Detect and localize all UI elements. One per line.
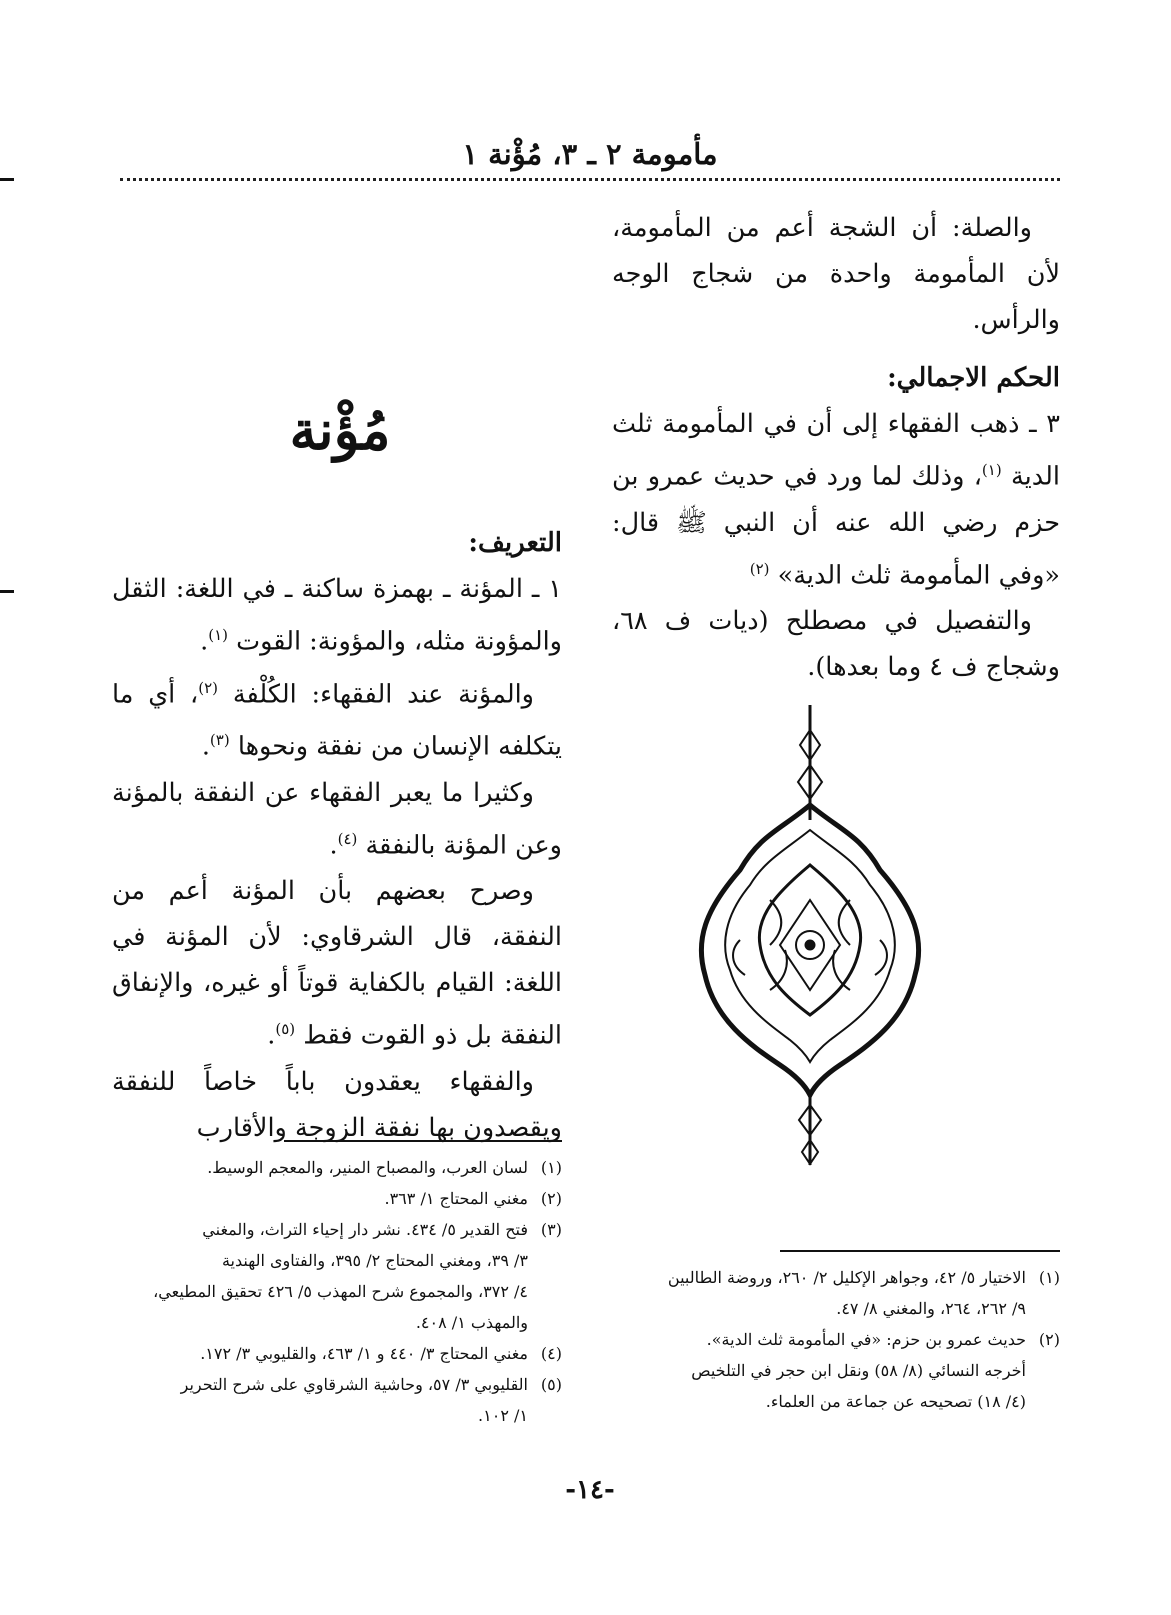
footnote-ref: (٣) <box>209 731 230 749</box>
footnote-ref: (٢) <box>198 678 219 697</box>
running-header <box>120 128 1060 180</box>
footnotes-right <box>602 1262 1060 1417</box>
paragraph-details: والتفصيل في مصطلح (ديات ف ٦٨، وشجاج ف ٤ وما بعدها). <box>612 606 1060 682</box>
decorative-ornament <box>690 700 930 1170</box>
footnote-item: (٣)فتح القدير ٥/ ٤٣٤. نشر دار إحياء التراث، والمغني ٣/ ٣٩، ومغني المحتاج ٢/ ٣٩٥، والفتاوى الهندية ٤/ ٣٧٢، والمجموع شرح المهذب ٥/ ٤٢٦ تحقيق المطيعي، والمهذب ١/ ٤٠٨. <box>153 1220 562 1332</box>
paragraph-usage: وكثيرا ما يعبر الفقهاء عن النفقة بالمؤنة وعن المؤنة بالنفقة $^{(٤)}$. <box>112 777 562 860</box>
paragraph-relation: والصلة: أن الشجة أعم من المأمومة، لأن المأمومة واحدة من شجاج الوجه والرأس. <box>612 213 1060 335</box>
footnote-rule-right <box>780 1250 1060 1252</box>
margin-mark-top <box>0 178 14 181</box>
left-column <box>112 520 562 1151</box>
page-number: -١٤- <box>565 1475 615 1505</box>
section-heading-ruling: الحكم الاجمالي: <box>887 363 1060 393</box>
footnote-ref: (٤) <box>337 829 358 848</box>
footnote-item: (٥)القليوبي ٣/ ٥٧، وحاشية الشرقاوي على شرح التحرير ١/ ١٠٢. <box>180 1375 562 1425</box>
footnote-ref: (٥) <box>275 1020 296 1038</box>
paragraph-chapter: والفقهاء يعقدون باباً خاصاً للنفقة ويقصدون بها نفقة الزوجة والأقارب <box>112 1066 562 1143</box>
footnote-ref: (١) <box>208 626 229 644</box>
footnote-item: (٢)حديث عمرو بن حزم: «في المأمومة ثلث الدية». أخرجه النسائي (٨/ ٥٨) ونقل ابن حجر في التلخيص (٤/ ١٨) تصحيحه عن جماعة من العلماء. <box>691 1330 1060 1411</box>
footnotes-left <box>100 1152 562 1431</box>
footnote-item: (١)لسان العرب، والمصباح المنير، والمعجم الوسيط. <box>207 1158 562 1177</box>
paragraph-ruling: ٣ ـ ذهب الفقهاء إلى أن في المأمومة ثلث الدية $^{(١)}$، وذلك لما ورد في حديث عمرو بن حزم رضي الله عنه أن النبي ﷺ قال: «وفي المأمومة ثلث الدية» $^{(٢)}$ <box>612 409 1060 590</box>
paragraph-linguistic-definition: ١ ـ المؤنة ـ بهمزة ساكنة ـ في اللغة: الثقل والمؤونة مثله، والمؤونة: القوت $^{(١)}$. <box>112 574 562 657</box>
margin-mark-middle <box>0 590 14 593</box>
right-column <box>612 205 1060 690</box>
running-header-title: مأمومة ٢ ـ ٣، مُؤْنة ١ <box>462 137 718 171</box>
footnote-rule-left <box>284 1140 562 1142</box>
footnote-item: (٢)مغني المحتاج ١/ ٣٦٣. <box>384 1189 562 1208</box>
footnote-ref: (٢) <box>749 559 770 578</box>
paragraph-distinction: وصرح بعضهم بأن المؤنة أعم من النفقة، قال الشرقاوي: لأن المؤنة في اللغة: القيام بالكفاية قوتاً أو غيره، والإنفاق النفقة بل ذو القوت فقط $^{(٥)}$. <box>112 876 562 1051</box>
header-dotted-rule <box>120 178 1060 181</box>
footnote-ref: (١) <box>981 461 1002 479</box>
paragraph-jurist-definition: والمؤنة عند الفقهاء: الكُلْفة $^{(٢)}$، أي ما يتكلفه الإنسان من نفقة ونحوها $^{(٣)}$. <box>112 678 562 762</box>
entry-title: مُؤْنة <box>289 398 391 462</box>
footnote-item: (٤)مغني المحتاج ٣/ ٤٤٠ و ١/ ٤٦٣، والقليوبي ٣/ ١٧٢. <box>200 1344 562 1363</box>
section-heading-definition: التعريف: <box>468 528 562 558</box>
footnote-item: (١)الاختيار ٥/ ٤٢، وجواهر الإكليل ٢/ ٢٦٠، وروضة الطالبين ٩/ ٢٦٢، ٢٦٤، والمغني ٨/ ٤٧. <box>667 1268 1060 1318</box>
